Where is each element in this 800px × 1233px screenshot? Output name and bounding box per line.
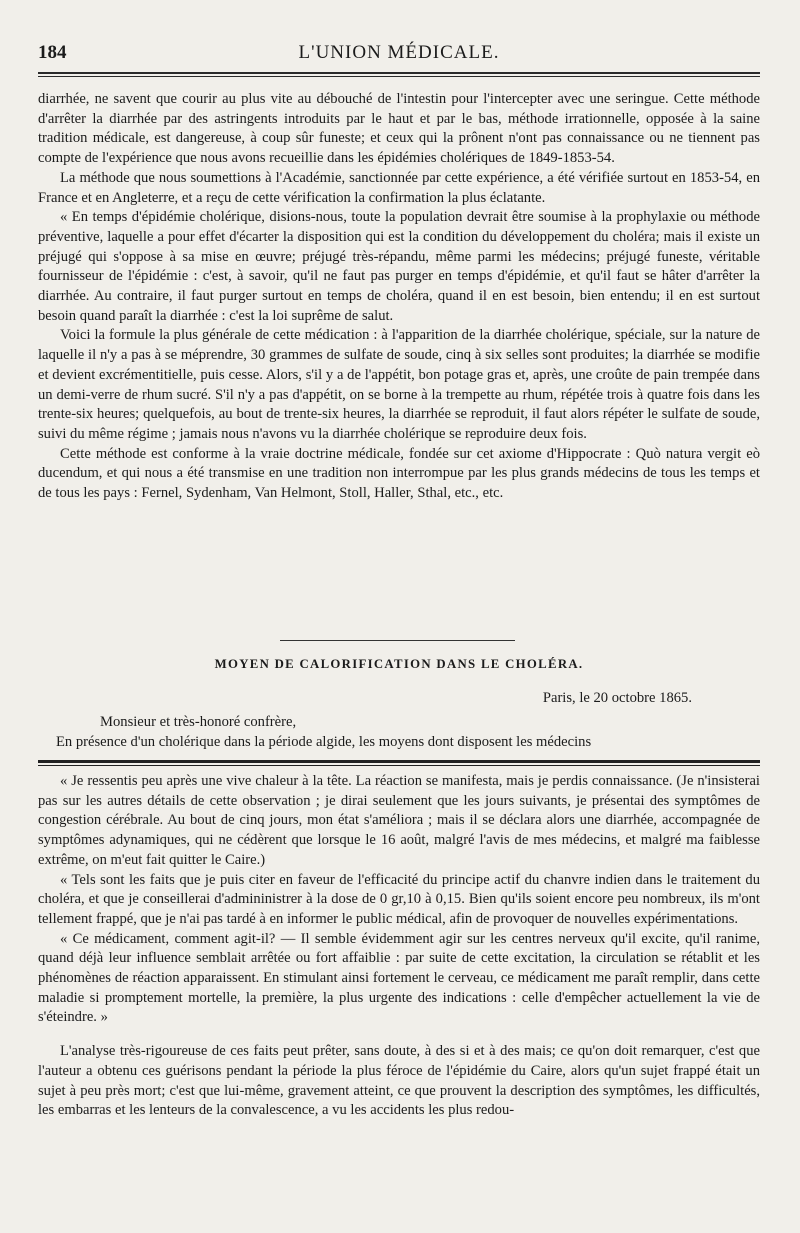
upper-text-block	[38, 90, 760, 504]
letter-dateline: Paris, le 20 octobre 1865.	[542, 690, 692, 706]
letter-salutation: Monsieur et très-honoré confrère,	[100, 714, 297, 730]
paragraph: Cette méthode est conforme à la vraie doctrine médicale, fondée sur cet axiome d'Hippocrate : Quò natura vergit eò ducendum, et qui nous a été transmise en une tradition non interrompue par les plus grands médecins de tous les temps et de tous les pays : Fernel, Sydenham, Van Helmont, Stoll, Haller, Sthal, etc., etc.	[38, 445, 760, 502]
separator-rule	[38, 760, 760, 766]
section-title: MOYEN DE CALORIFICATION DANS LE CHOLÉRA.	[214, 657, 584, 671]
paragraph: L'analyse très-rigoureuse de ces faits peut prêter, sans doute, à des si et à des mais; ce qu'on doit remarquer, c'est que l'auteur a obtenu ces guérisons pendant la période la plus féroce de l'épidémie du Caire, alors qu'un sujet frappé était un sujet à peu près mort; c'est que lui-même, gravement atteint, ce que prouvent la description des symptômes, les difficultés, les embarras et les lenteurs de la convalescence, a vu les accidents les plus redou-	[38, 1043, 760, 1119]
paragraph: « Tels sont les faits que je puis citer en faveur de l'efficacité du principe actif du chanvre indien dans le traitement du choléra, et que je conseillerai d'admininistrer à la dose de 0 gr,10 à 0,15. Bien qu'ils soient encore peu nombreux, ils m'ont tellement frappé, que je n'ai pas tardé à en informer le public médical, afin de provoquer de nouvelles expérimentations.	[38, 871, 760, 927]
lower-text-block	[38, 772, 760, 1121]
paragraph: « Ce médicament, comment agit-il? — Il semble évidemment agir sur les centres nerveux qu'il excite, qu'il ranime, quand déjà leur influence semblait arrêtée ou fort affaiblie : par suite de cette excitation, la circulation se rétablit et les phénomènes de réaction apparaissent. En stimulant ainsi fortement le cerveau, ce médicament me paraît remplir, dans cette maladie si promptement mortelle, la première, la plus urgente des indications : celle d'empêcher actuellement la vie de s'éteindre. »	[38, 930, 760, 1026]
letter-first-line: En présence d'un cholérique dans la période algide, les moyens dont disposent les médecins	[56, 734, 592, 750]
running-title: L'UNION MÉDICALE.	[298, 42, 500, 63]
paragraph: diarrhée, ne savent que courir au plus vite au débouché de l'intestin pour l'intercepter avec une seringue. Cette méthode d'arrêter la diarrhée par des astringents introduits par le haut et par le bas, méthode irrationnelle, opposée à la saine tradition médicale, est dangereuse, à coup sûr funeste; et ceux qui la prônent n'ont pas connaissance ou ne tiennent pas compte de l'expérience que nous avons recueillie dans les épidémies cholériques de 1849-1853-54.	[38, 91, 760, 167]
section-divider	[280, 640, 515, 641]
paragraph: Voici la formule la plus générale de cette médication : à l'apparition de la diarrhée cholérique, spéciale, sur la nature de laquelle il n'y a pas à se méprendre, 30 grammes de sulfate de soude, cinq à six selles sont produites; la diarrhée se modifie et devient excrémentitielle, puis cesse. Alors, s'il y a de l'appétit, bon potage gras et, après, une croûte de pain trempée dans un demi-verre de rhum sucré. S'il n'y a pas d'appétit, on se borne à la trempette au rhum, répétée trois à quatre fois dans les trente-six heures; quelquefois, au bout de trente-six heures, la diarrhée se reproduit, il faut alors répéter le sulfate de soude, suivi du même régime ; jamais nous n'avons vu la diarrhée cholérique se reproduire deux fois.	[38, 327, 760, 442]
paragraph: « En temps d'épidémie cholérique, disions-nous, toute la population devrait être soumise à la prophylaxie ou méthode préventive, laquelle a pour effet d'écarter la disposition qui est la condition du développement du choléra; mais il existe un préjugé qui s'oppose à sa mise en œuvre; préjugé très-répandu, même parmi les médecins; préjugé funeste, véritable fournisseur de l'épidémie : c'est, à savoir, qu'il ne faut pas purger en temps d'épidémie, et qu'il faut se hâter d'arrêter la diarrhée. Au contraire, il faut purger surtout en temps de choléra, quand il en est besoin, bien entendu; il en est surtout besoin quand paraît la diarrhée : c'est la loi suprême de salut.	[38, 209, 760, 324]
page-header	[38, 38, 760, 68]
page-number: 184	[38, 42, 67, 63]
paragraph-gap	[38, 1028, 760, 1042]
header-rule	[38, 72, 760, 77]
paragraph: « Je ressentis peu après une vive chaleur à la tête. La réaction se manifesta, mais je perdis connaissance. (Je n'insisterai pas sur les autres détails de cette observation ; je dirai seulement que les jours suivants, je présentai des symptômes de congestion cérébrale. Au bout de cinq jours, mon état s'améliora ; mais il se déclara alors une diarrhée, accompagnée de symptômes adynamiques, qui ne cédèrent que lorsque le 16 août, malgré l'avis de mes médecins, et malgré ma faiblesse extrême, on m'eut fait quitter le Caire.)	[38, 773, 760, 868]
paragraph: La méthode que nous soumettions à l'Académie, sanctionnée par cette expérience, a été vérifiée surtout en 1853-54, en France et en Angleterre, et a reçu de cette vérification la confirmation la plus éclatante.	[38, 169, 760, 206]
